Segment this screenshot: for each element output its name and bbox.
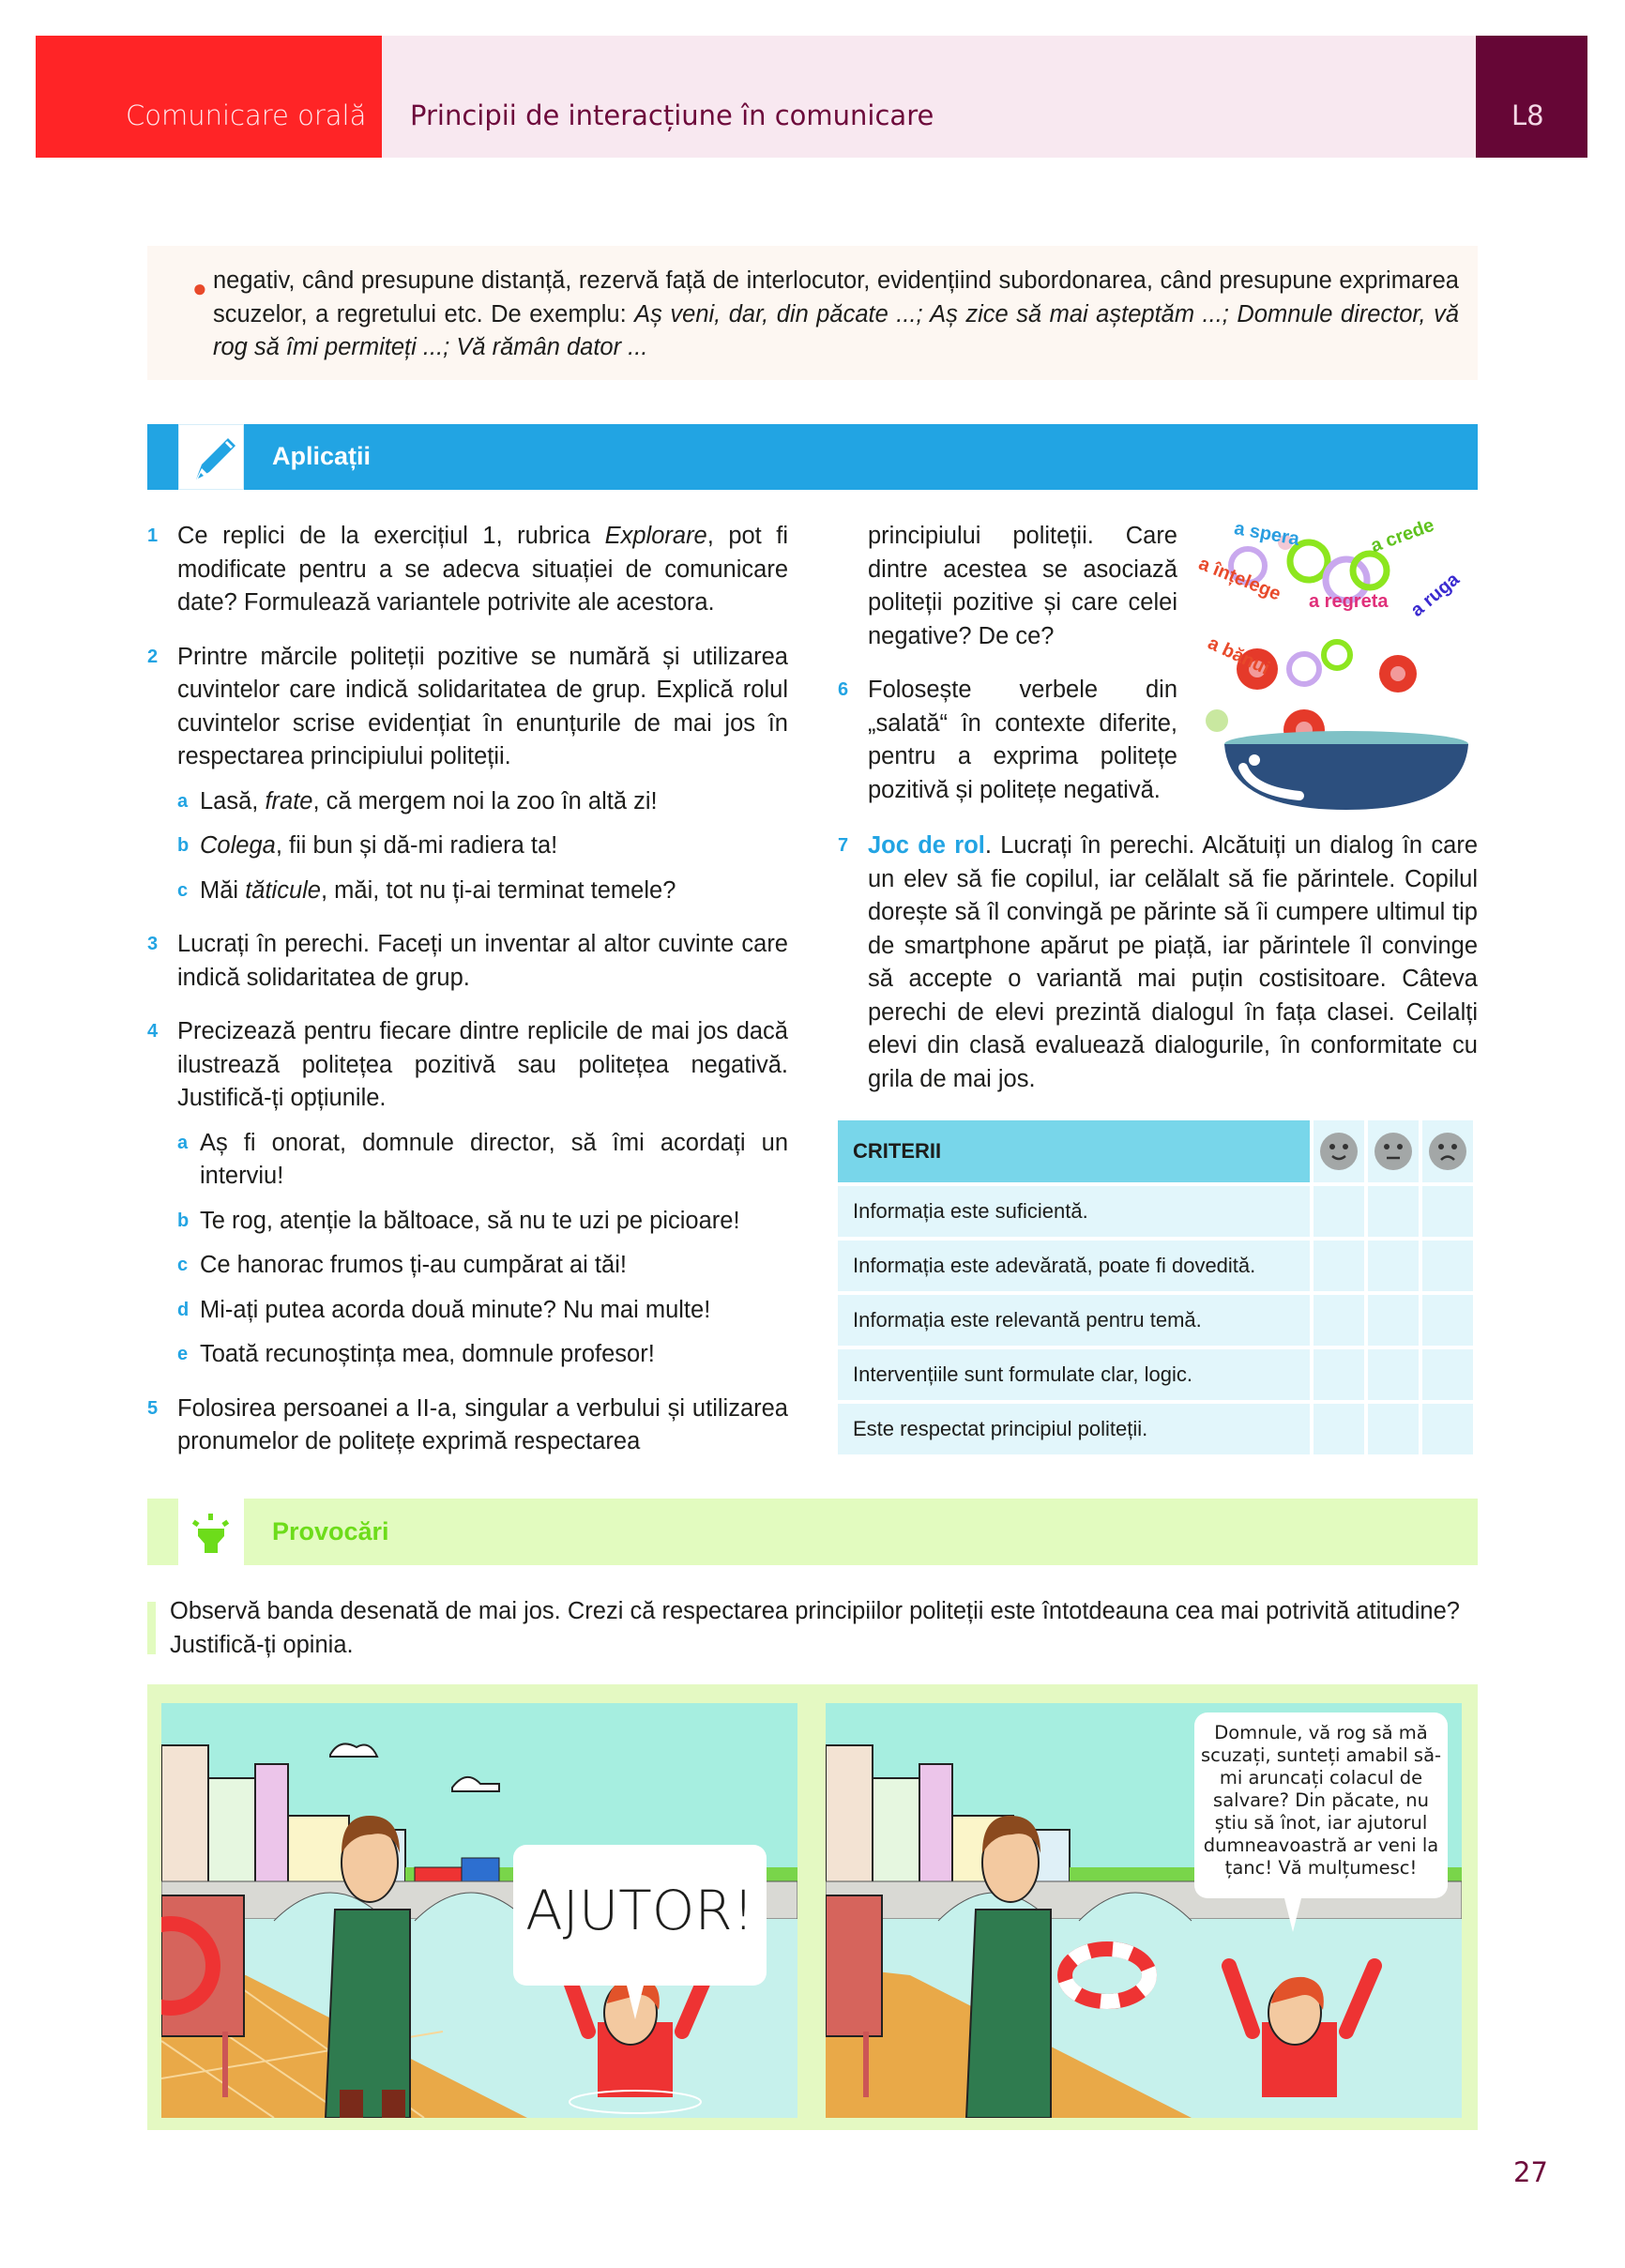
rating-cell: [1368, 1186, 1419, 1237]
table-row: [838, 1349, 1478, 1400]
criterion: Este respectat principiul politeții.: [838, 1404, 1310, 1454]
criterion: Informația este adevărată, poate fi dovedită.: [838, 1241, 1310, 1291]
challenges-stripe: [147, 1499, 178, 1565]
section-text: Comunicare orală: [126, 99, 367, 131]
sub-item: [177, 1338, 788, 1372]
exercise-7: [838, 830, 1478, 1096]
table-row: [838, 1241, 1478, 1291]
salad-word: a spera: [1232, 518, 1301, 550]
speech-bubble: Domnule, vă rog să mă scuzați, sunteți amabil să-mi aruncați colacul de salvare? Din păcate, nu știu să înot, iar ajutorul dumneavoastră ar veni la țanc! Vă mulțumesc!: [1194, 1712, 1448, 1898]
exercise-2: [147, 641, 788, 908]
lesson-number-text: L8: [1511, 99, 1544, 131]
sub-text: Aș fi onorat, domnule director, să îmi acordați un interviu!: [200, 1129, 788, 1189]
criterion: Informația este relevantă pentru temă.: [838, 1295, 1310, 1346]
sub-text: , că mergem noi la zoo în altă zi!: [312, 787, 658, 814]
exercise-emphasis: Explorare: [604, 523, 707, 549]
sub-letter: d: [177, 1299, 190, 1320]
salad-word: a bănui: [1204, 632, 1273, 679]
sub-text: Te rog, atenție la băltoace, să nu te uzi pe picioare!: [200, 1207, 740, 1234]
salad-bowl-illustration: [1196, 514, 1487, 810]
salad-word: a crede: [1368, 514, 1437, 557]
salad-word: a ruga: [1406, 569, 1464, 621]
exercise-number: 5: [147, 1397, 159, 1419]
sub-item: [177, 830, 788, 863]
rating-cell: [1314, 1349, 1364, 1400]
exercise-highlight: Joc de rol: [868, 832, 985, 859]
sub-text: Măi: [200, 876, 246, 904]
rating-cell: [1314, 1404, 1364, 1454]
sub-emphasis: frate: [265, 787, 313, 814]
rating-cell: [1314, 1241, 1364, 1291]
salad-word: a regreta: [1309, 591, 1389, 612]
exercise-text: Ce replici de la exercițiul 1, rubrica: [177, 523, 605, 549]
sub-item: [177, 1294, 788, 1328]
exercise-1: [147, 520, 788, 620]
applications-stripe: [147, 424, 178, 490]
lesson-number: [1476, 36, 1587, 158]
rating-cell: [1368, 1241, 1419, 1291]
sub-text: Lasă,: [200, 787, 266, 814]
exercise-text: Precizează pentru fiecare dintre replicile de mai jos dacă ilustrează politețea pozitivă sau politețea negativă. Justifică-ți opțiunile.: [177, 1018, 788, 1111]
sub-text: Mi-ați putea acorda două minute? Nu mai multe!: [200, 1296, 711, 1323]
sub-letter: c: [177, 879, 189, 901]
exercise-text: , pot fi modificate pentru a se adecva situației de comunicare date? Formulează variantele potrivite ale acestora.: [177, 523, 788, 616]
salad-word: a înțelege: [1195, 553, 1284, 605]
table-row: [838, 1186, 1478, 1237]
sub-item: [177, 785, 788, 819]
table-row: [838, 1404, 1478, 1454]
sub-emphasis: Colega: [200, 832, 276, 859]
exercise-text: Printre mărcile politeții pozitive se numără și utilizarea cuvintelor care indică solidaritatea de grup. Explică rolul cuvintelor scrise evidențiat în enunțurile de mai jos în respectarea principiului politeții.: [177, 643, 788, 769]
exercise-text: . Lucrați în perechi. Alcătuiți un dialog în care un elev să fie copilul, iar celălalt să fie părintele. Copilul dorește să îl convingă pe părinte să îi cumpere ultimul tip de smartphone apărut pe piață, iar părintele îl convinge să accepte o variantă mai puțin costisitoare. Câteva perechi de elevi prezintă dialogul în fața clasei. Ceilalți elevi din clasă evaluează dialogurile, în conformitate cu grila de mai jos.: [868, 832, 1478, 1092]
sub-item: [177, 1127, 788, 1194]
rating-cell: [1422, 1295, 1473, 1346]
challenge-prompt: Observă banda desenată de mai jos. Crezi că respectarea principiilor politeții este întotdeauna cea mai potrivită atitudine? Justifică-ți opinia.: [170, 1598, 1460, 1658]
sub-letter: e: [177, 1344, 189, 1364]
exercise-6: [838, 674, 1177, 807]
note-box: [147, 246, 1478, 380]
sub-text: Ce hanorac frumos ți-au cumpărat ai tăi!: [200, 1252, 627, 1278]
pencil-icon: [178, 424, 244, 490]
comic-strip: [147, 1684, 1478, 2130]
sub-letter: c: [177, 1255, 189, 1275]
lightbulb-icon: [178, 1499, 244, 1565]
applications-title: Aplicații: [272, 442, 372, 470]
exercise-number: 1: [147, 525, 159, 546]
rating-cell: [1368, 1295, 1419, 1346]
rating-cell: [1422, 1404, 1473, 1454]
smiley-neutral-icon: [1368, 1120, 1419, 1182]
challenges-header: [244, 1499, 1478, 1565]
criterion: Informația este suficientă.: [838, 1186, 1310, 1237]
rating-cell: [1368, 1404, 1419, 1454]
exercise-number: 6: [838, 679, 849, 700]
evaluation-grid: [838, 1120, 1478, 1458]
rating-cell: [1368, 1349, 1419, 1400]
exercise-5: [147, 1393, 788, 1459]
rating-cell: [1422, 1241, 1473, 1291]
exercise-number: 7: [838, 835, 849, 856]
sub-item: [177, 1205, 788, 1239]
note-examples: Aș veni, dar, din păcate ...; Aș zice să mai așteptăm ...; Domnule director, vă rog să îmi permiteți ...; Vă rămân dator ...: [213, 300, 1460, 360]
rating-cell: [1314, 1295, 1364, 1346]
lesson-title-text: Principii de interacțiune în comunicare: [410, 99, 934, 131]
criterion: Intervențiile sunt formulate clar, logic.: [838, 1349, 1310, 1400]
speech-bubble: AJUTOR!: [513, 1845, 767, 1986]
sub-text: Toată recunoștința mea, domnule profesor!: [200, 1341, 655, 1367]
smiley-sad-icon: [1422, 1120, 1473, 1182]
smiley-happy-icon: [1314, 1120, 1364, 1182]
sub-emphasis: tăticule: [245, 876, 321, 904]
rating-cell: [1422, 1349, 1473, 1400]
section-label: [36, 36, 382, 158]
table-header-row: [838, 1120, 1478, 1182]
rating-cell: [1314, 1186, 1364, 1237]
exercise-5-continued: principiului politeții. Care dintre acestea se asociază politeții pozitive și care celei negative? De ce?: [868, 523, 1177, 649]
sub-text: , fii bun și dă-mi radiera ta!: [275, 832, 558, 859]
sub-letter: b: [177, 1210, 190, 1231]
applications-header: [244, 424, 1478, 490]
exercise-text: Folosește verbele din „salată“ în contexte diferite, pentru a exprima politețe pozitivă și politețe negativă.: [868, 677, 1177, 803]
table-row: [838, 1295, 1478, 1346]
comic-panel-2: [826, 1703, 1462, 2118]
rating-cell: [1422, 1186, 1473, 1237]
exercise-3: [147, 928, 788, 995]
exercises-left-column: [147, 520, 788, 1480]
exercise-number: 4: [147, 1021, 159, 1042]
exercise-text: Lucrați în perechi. Faceți un inventar al altor cuvinte care indică solidaritatea de grup.: [177, 931, 788, 991]
sub-item: [177, 1249, 788, 1283]
criteria-header: CRITERII: [838, 1120, 1310, 1182]
challenges-title: Provocări: [272, 1517, 389, 1545]
bullet-icon: ●: [192, 274, 207, 302]
sub-text: , măi, tot nu ți-ai terminat temele?: [320, 876, 676, 904]
prompt-stripe: [147, 1602, 156, 1654]
exercise-number: 3: [147, 934, 159, 954]
lesson-title: [382, 36, 1476, 158]
page-number: 27: [1513, 2156, 1548, 2188]
exercise-number: 2: [147, 646, 159, 667]
comic-panel-1: [161, 1703, 797, 2118]
sub-item: [177, 875, 788, 908]
sub-letter: b: [177, 835, 190, 856]
sub-letter: a: [177, 1132, 189, 1153]
sub-letter: a: [177, 790, 189, 812]
note-text: negativ, când presupune distanță, rezervă față de interlocutor, evidențiind subordonarea, când presupune exprimarea scuzelor, a regretului etc. De exemplu:: [213, 267, 1459, 327]
exercise-text: Folosirea persoanei a II-a, singular a verbului și utilizarea pronumelor de politețe exprimă respectarea: [177, 1394, 788, 1454]
exercise-4: [147, 1015, 788, 1372]
